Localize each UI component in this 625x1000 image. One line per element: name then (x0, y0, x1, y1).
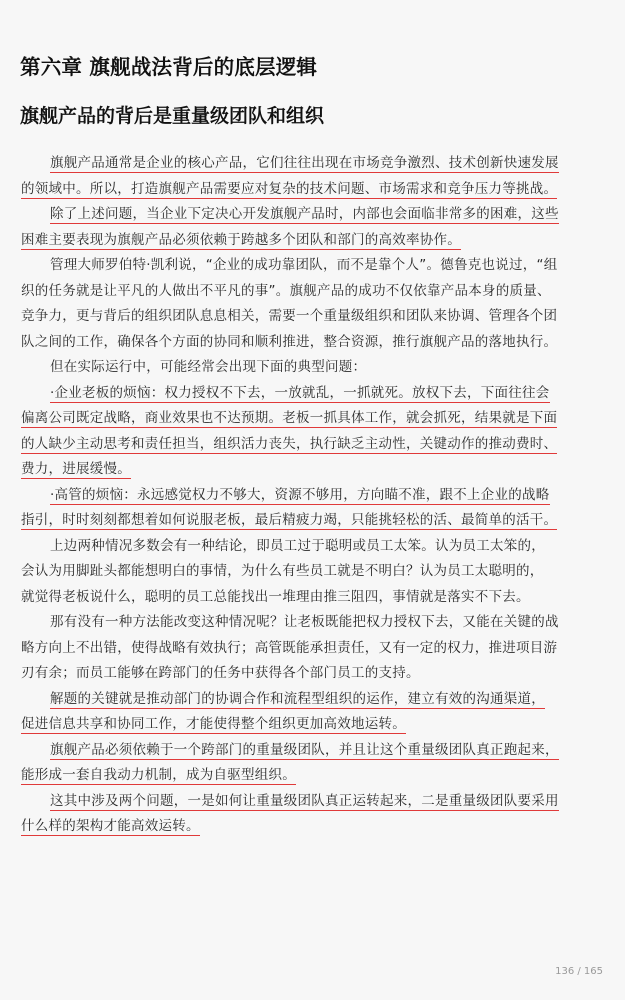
underlined-text: 指引，时时刻刻都想着如何说服老板，最后精疲力竭，只能挑轻松的活、最简单的活干。 (21, 512, 558, 528)
line-text: 刃有余；而员工能够在跨部门的任务中获得各个部门员工的支持。 (21, 665, 420, 681)
text-line (21, 508, 606, 534)
line-text: 管理大师罗伯特·凯利说，“企业的成功靠团队，而不是靠个人”。德鲁克也说过，“组 (50, 257, 558, 273)
line-text: 织的任务就是让平凡的人做出不平凡的事”。旗舰产品的成功不仅依靠产品本身的质量、 (21, 282, 551, 299)
text-line (21, 483, 606, 509)
line-text: 但在实际运行中，可能经常会出现下面的典型问题： (50, 359, 367, 375)
underlined-text: 能形成一套自我动力机制，成为自驱型组织。 (21, 767, 296, 783)
text-line (21, 636, 606, 662)
text-line (21, 585, 606, 611)
text-line (21, 202, 606, 228)
body-text (21, 151, 606, 840)
line-text: 就觉得老板说什么，聪明的员工总能找出一堆理由推三阻四，事情就是落实不下去。 (21, 588, 530, 605)
text-line (21, 228, 606, 254)
chapter-title: 第六章 旗舰战法背后的底层逻辑 (20, 55, 318, 79)
line-text: 队之间的工作，确保各个方面的协同和顺利推进，整合资源，推行旗舰产品的落地执行。 (21, 333, 558, 350)
text-line (21, 559, 606, 585)
text-line (21, 253, 606, 279)
underlined-text: 除了上述问题，当企业下定决心开发旗舰产品时，内部也会面临非常多的困难，这些 (50, 206, 559, 222)
text-line (21, 814, 606, 840)
text-line (21, 534, 606, 560)
page-number: 136 / 165 (555, 966, 603, 977)
text-line (21, 330, 606, 356)
text-line (21, 279, 606, 305)
underlined-text: 的领域中。所以，打造旗舰产品需要应对复杂的技术问题、市场需求和竞争压力等挑战。 (21, 180, 558, 197)
underlined-text: 困难主要表现为旗舰产品必须依赖于跨越多个团队和部门的高效率协作。 (21, 231, 461, 248)
line-text: 竞争力，更与背后的组织团队息息相关，需要一个重量级组织和团队来协调、管理各个团 (21, 308, 558, 324)
underlined-text: 费力，进展缓慢。 (21, 461, 131, 477)
underlined-text: 促进信息共享和协同工作，才能使得整个组织更加高效地运转。 (21, 716, 406, 732)
text-line (21, 406, 606, 432)
text-line (21, 661, 606, 687)
text-line (21, 151, 606, 177)
underlined-text: 旗舰产品通常是企业的核心产品，它们往往出现在市场竞争激烈、技术创新快速发展 (50, 155, 559, 171)
underlined-text: 解题的关键就是推动部门的协调合作和流程型组织的运作，建立有效的沟通渠道， (50, 690, 545, 707)
line-text: 那有没有一种方法能改变这种情况呢？让老板既能把权力授权下去，又能在关键的战 (50, 614, 559, 630)
underlined-text: ·高管的烦恼：永远感觉权力不够大，资源不够用，方向瞄不准，跟不上企业的战略 (50, 486, 550, 503)
text-line (21, 457, 606, 483)
line-text: 会认为用脚趾头都能想明白的事情，为什么有些员工就是不明白？认为员工太聪明的， (21, 563, 544, 579)
underlined-text: 这其中涉及两个问题，一是如何让重量级团队真正运转起来，二是重量级团队要采用 (50, 792, 559, 809)
text-line (21, 712, 606, 738)
text-line (21, 789, 606, 815)
text-line (21, 610, 606, 636)
line-text: 上边两种情况多数会有一种结论，即员工过于聪明或员工太笨。认为员工太笨的， (50, 537, 545, 554)
text-line (21, 355, 606, 381)
text-line (21, 763, 606, 789)
text-line (21, 432, 606, 458)
underlined-text: 旗舰产品必须依赖于一个跨部门的重量级团队，并且让这个重量级团队真正跑起来， (50, 741, 559, 758)
text-line (21, 738, 606, 764)
line-text: 略方向上不出错，使得战略有效执行；高管既能承担责任，又有一定的权力，推进项目游 (21, 639, 558, 656)
text-line (21, 381, 606, 407)
text-line (21, 304, 606, 330)
underlined-text: 的人缺少主动思考和责任担当，组织活力丧失，执行缺乏主动性，关键动作的推动费时、 (21, 435, 558, 452)
underlined-text: 偏离公司既定战略，商业效果也不达预期。老板一抓具体工作，就会抓死，结果就是下面 (21, 410, 558, 426)
underlined-text: ·企业老板的烦恼：权力授权不下去，一放就乱，一抓就死。放权下去，下面往往会 (50, 384, 550, 401)
text-line (21, 177, 606, 203)
underlined-text: 什么样的架构才能高效运转。 (21, 818, 200, 834)
section-title: 旗舰产品的背后是重量级团队和组织 (20, 105, 325, 127)
text-line (21, 687, 606, 713)
